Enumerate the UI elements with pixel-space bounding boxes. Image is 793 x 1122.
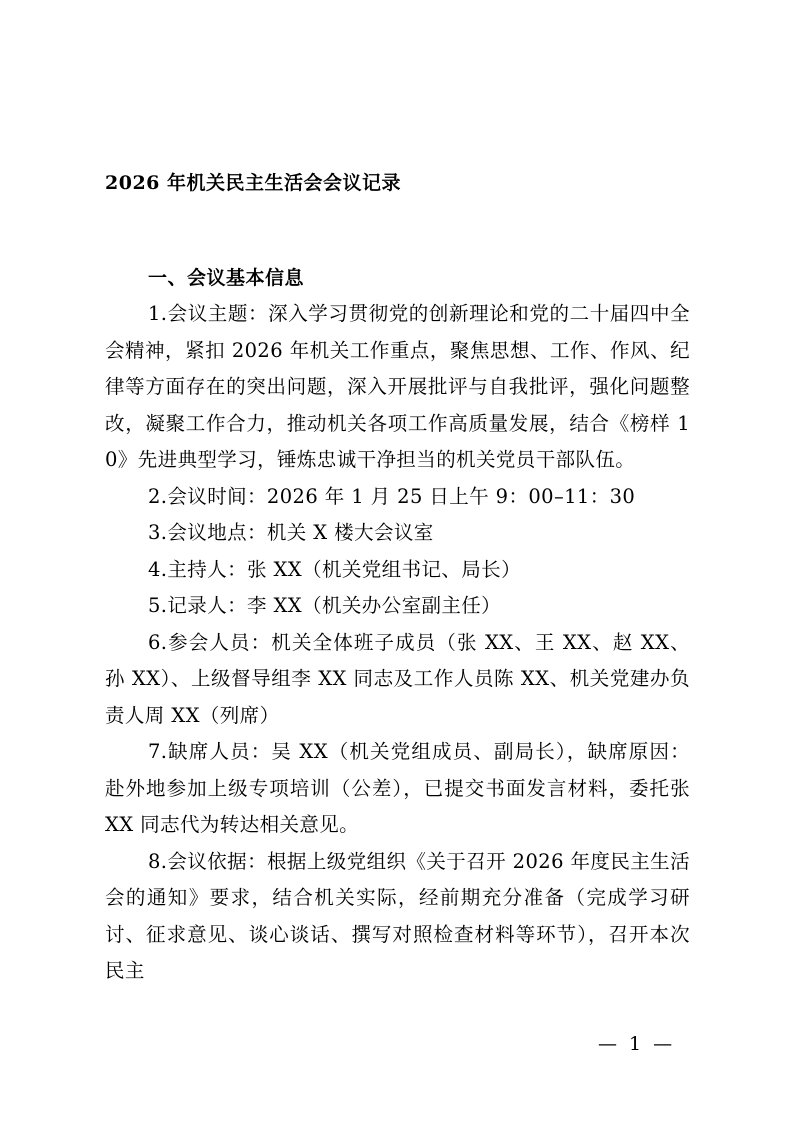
paragraph-meeting-time: 2.会议时间：2026 年 1 月 25 日上午 9：00–11：30 <box>148 484 636 508</box>
paragraph-meeting-location: 3.会议地点：机关 X 楼大会议室 <box>148 521 434 544</box>
document-body <box>105 296 690 990</box>
page-number: — 1 — <box>598 1033 676 1055</box>
paragraph-absentees: 7.缺席人员：吴 XX（机关党组成员、副局长），缺席原因：赴外地参加上级专项培训（公差），已提交书面发言材料，委托张 XX 同志代为转达相关意见。 <box>105 740 690 836</box>
paragraph-meeting-basis: 8.会议依据：根据上级党组织《关于召开 2026 年度民主生活会的通知》要求，结合机关实际，经前期充分准备（完成学习研讨、征求意见、谈心谈话、撰写对照检查材料等环节），召开本次民主 <box>105 849 690 982</box>
document-title: 2026 年机关民主生活会会议记录 <box>105 172 401 194</box>
section-heading: 一、会议基本信息 <box>148 267 305 289</box>
paragraph-recorder: 5.记录人：李 XX（机关办公室副主任） <box>148 594 502 617</box>
paragraph-meeting-theme: 1.会议主题：深入学习贯彻党的创新理论和党的二十届四中全会精神，紧扣 2026 年机关工作重点，聚焦思想、工作、作风、纪律等方面存在的突出问题，深入开展批评与自我批评，强化问题整改，凝聚工作合力，推动机关各项工作高质量发展，结合《榜样 10》先进典型学习，锤炼忠诚干净担当的机关党员干部队伍。 <box>105 302 690 471</box>
paragraph-attendees: 6.参会人员：机关全体班子成员（张 XX、王 XX、赵 XX、孙 XX）、上级督导组李 XX 同志及工作人员陈 XX、机关党建办负责人周 XX（列席） <box>105 630 690 727</box>
paragraph-host: 4.主持人：张 XX（机关党组书记、局长） <box>148 557 521 581</box>
